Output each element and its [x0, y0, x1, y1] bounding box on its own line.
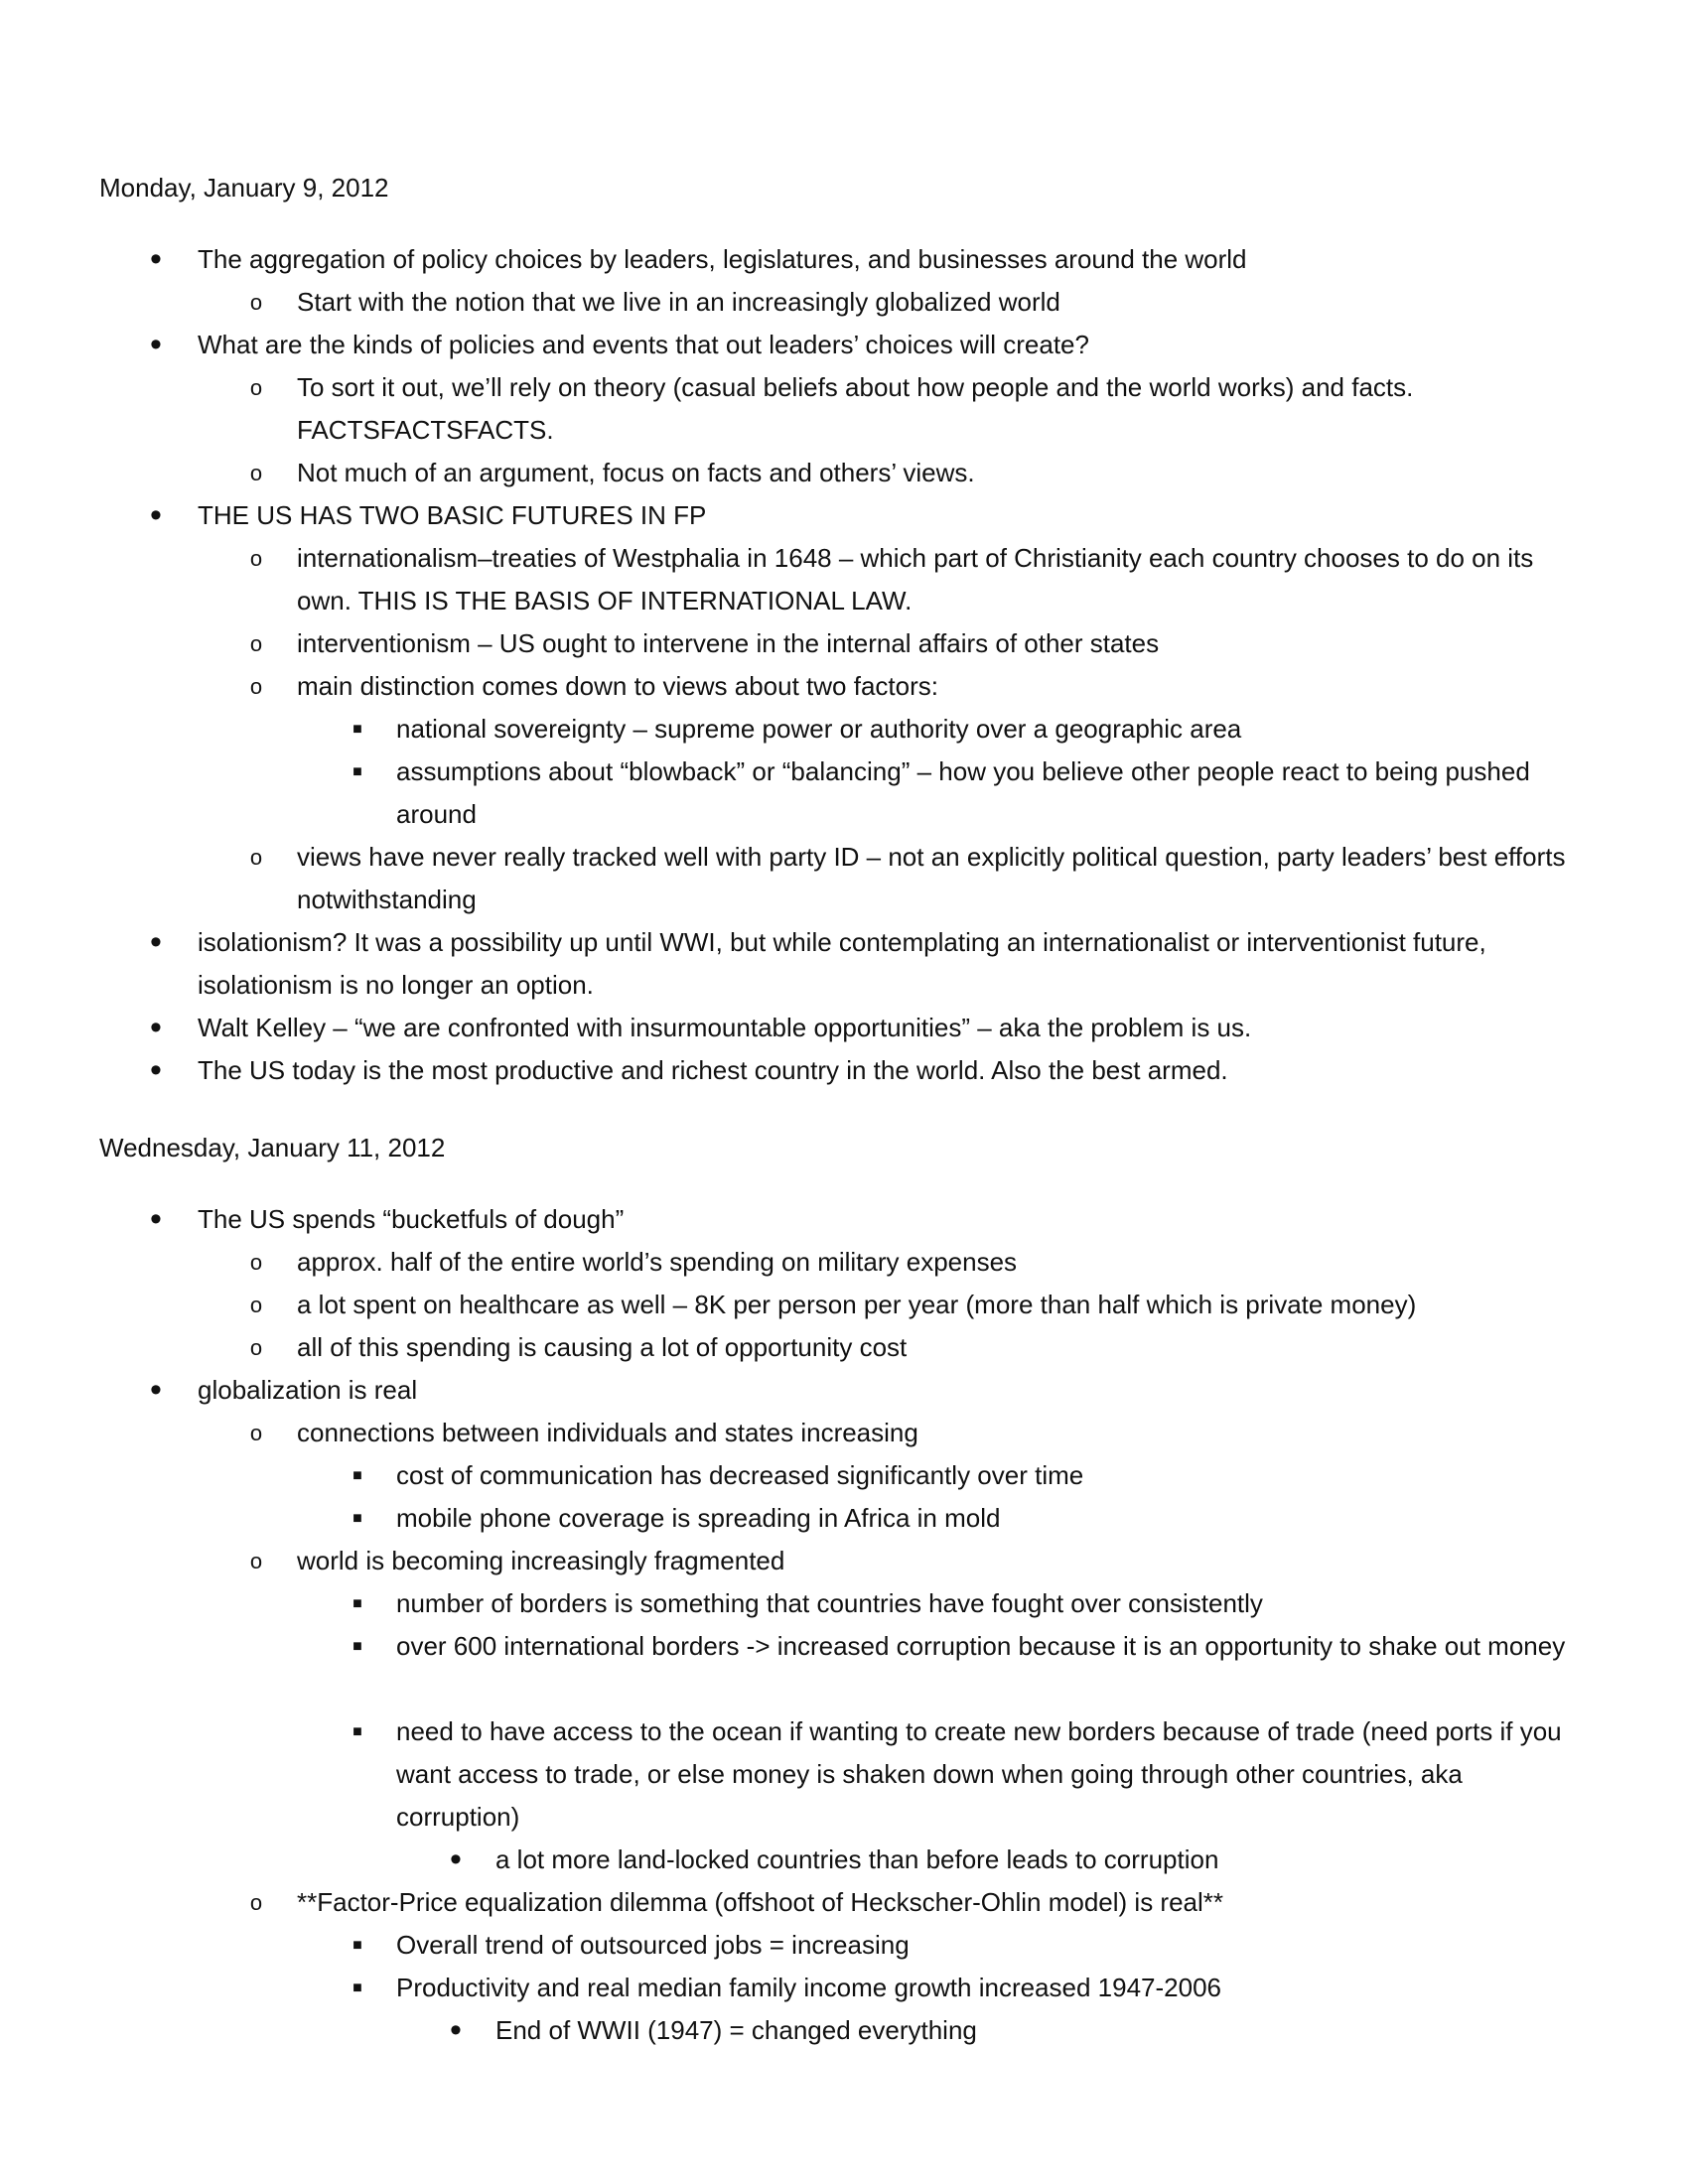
- bullet-circle-icon: o: [249, 1549, 263, 1573]
- list-item-text: To sort it out, we’ll rely on theory (casual beliefs about how people and the world works) and facts. FACTSFACTSFACTS.: [297, 372, 1414, 445]
- list-item-text: **Factor-Price equalization dilemma (offshoot of Heckscher-Ohlin model) is real**: [297, 1887, 1224, 1917]
- list-item-text: over 600 international borders -> increased corruption because it is an opportunity to shake out money: [396, 1631, 1566, 1661]
- bullet-circle-icon: o: [249, 1250, 263, 1275]
- list-item-text: main distinction comes down to views about two factors:: [297, 671, 938, 701]
- bullet-square-icon: ■: [352, 1510, 362, 1527]
- list-item-text: Overall trend of outsourced jobs = increasing: [396, 1930, 910, 1960]
- bullet-square-icon: ■: [352, 1979, 362, 1996]
- bullet-circle-icon: o: [249, 631, 263, 656]
- bullet-dot-icon: •: [150, 1371, 162, 1409]
- list-item-text: Productivity and real median family income growth increased 1947-2006: [396, 1973, 1221, 2002]
- list-item-text: all of this spending is causing a lot of opportunity cost: [297, 1332, 908, 1362]
- list-item-text: The US spends “bucketfuls of dough”: [198, 1204, 625, 1234]
- bullet-square-icon: ■: [352, 1595, 362, 1612]
- list-item-text: interventionism – US ought to intervene in the internal affairs of other states: [297, 628, 1160, 658]
- list-item-text: a lot more land-locked countries than before leads to corruption: [495, 1844, 1219, 1874]
- bullet-dot-icon: •: [150, 326, 162, 363]
- bullet-dot-icon: •: [150, 496, 162, 534]
- bullet-dot-icon: •: [450, 2011, 462, 2049]
- list-item-text: approx. half of the entire world’s spending on military expenses: [297, 1247, 1018, 1277]
- bullet-square-icon: ■: [352, 1638, 362, 1655]
- bullet-square-icon: ■: [352, 721, 362, 738]
- list-item-text: End of WWII (1947) = changed everything: [495, 2015, 977, 2045]
- list-item-text: views have never really tracked well with party ID – not an explicitly political question, party leaders’ best efforts notwithstanding: [297, 842, 1566, 914]
- list-item-text: Start with the notion that we live in an increasingly globalized world: [297, 287, 1060, 317]
- list-item-text: What are the kinds of policies and events that out leaders’ choices will create?: [198, 330, 1089, 359]
- bullet-circle-icon: o: [249, 1293, 263, 1317]
- bullet-circle-icon: o: [249, 290, 263, 315]
- bullet-square-icon: ■: [352, 1467, 362, 1484]
- bullet-dot-icon: •: [150, 1200, 162, 1238]
- list-item-text: The aggregation of policy choices by leaders, legislatures, and businesses around the world: [198, 244, 1247, 274]
- bullet-dot-icon: •: [150, 240, 162, 278]
- section-date: Wednesday, January 11, 2012: [99, 1133, 446, 1162]
- bullet-circle-icon: o: [249, 674, 263, 699]
- list-item-text: Not much of an argument, focus on facts and others’ views.: [297, 458, 975, 487]
- bullet-circle-icon: o: [249, 845, 263, 870]
- list-item-text: isolationism? It was a possibility up until WWI, but while contemplating an internationalist or interventionist future, isolationism is no longer an option.: [198, 927, 1486, 1000]
- bullet-dot-icon: •: [150, 923, 162, 961]
- list-item-text: national sovereignty – supreme power or authority over a geographic area: [396, 714, 1242, 744]
- bullet-dot-icon: •: [150, 1051, 162, 1089]
- bullet-circle-icon: o: [249, 1890, 263, 1915]
- list-item-text: mobile phone coverage is spreading in Africa in mold: [396, 1503, 1001, 1533]
- list-item-text: world is becoming increasingly fragmented: [297, 1546, 785, 1575]
- list-item-text: The US today is the most productive and richest country in the world. Also the best armed.: [198, 1055, 1228, 1085]
- bullet-circle-icon: o: [249, 375, 263, 400]
- list-item-text: need to have access to the ocean if wanting to create new borders because of trade (need ports if you want access to trade, or else money is shaken down when going through other countries, aka corruption): [396, 1716, 1562, 1832]
- bullet-circle-icon: o: [249, 461, 263, 485]
- bullet-circle-icon: o: [249, 546, 263, 571]
- list-item-text: connections between individuals and states increasing: [297, 1418, 918, 1447]
- list-item-text: cost of communication has decreased significantly over time: [396, 1460, 1084, 1490]
- list-item-text: THE US HAS TWO BASIC FUTURES IN FP: [198, 500, 707, 530]
- bullet-circle-icon: o: [249, 1335, 263, 1360]
- list-item-text: globalization is real: [198, 1375, 418, 1405]
- list-item-text: internationalism–treaties of Westphalia in 1648 – which part of Christianity each country chooses to do on its own. THIS IS THE BASIS OF INTERNATIONAL LAW.: [297, 543, 1534, 615]
- list-item-text: assumptions about “blowback” or “balancing” – how you believe other people react to being pushed around: [396, 756, 1530, 829]
- bullet-dot-icon: •: [450, 1841, 462, 1878]
- bullet-dot-icon: •: [150, 1009, 162, 1046]
- bullet-square-icon: ■: [352, 1937, 362, 1954]
- bullet-square-icon: ■: [352, 1723, 362, 1740]
- list-item-text: Walt Kelley – “we are confronted with insurmountable opportunities” – aka the problem is us.: [198, 1013, 1252, 1042]
- section-date: Monday, January 9, 2012: [99, 173, 389, 203]
- list-item-text: a lot spent on healthcare as well – 8K per person per year (more than half which is private money): [297, 1290, 1417, 1319]
- bullet-circle-icon: o: [249, 1421, 263, 1445]
- bullet-square-icon: ■: [352, 763, 362, 780]
- list-item-text: number of borders is something that countries have fought over consistently: [396, 1588, 1263, 1618]
